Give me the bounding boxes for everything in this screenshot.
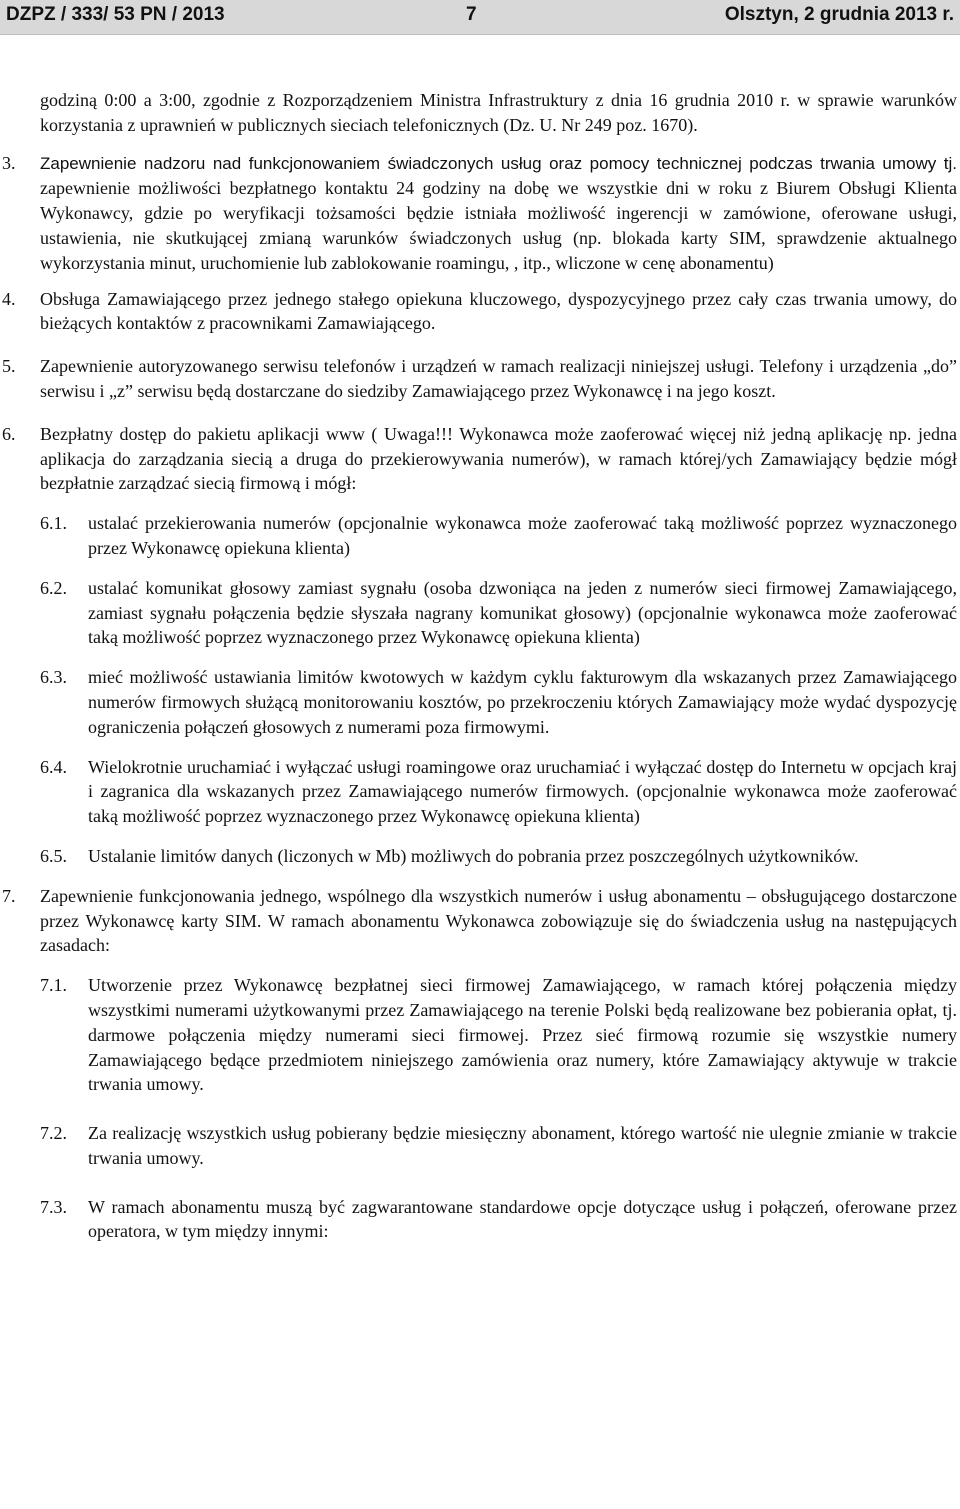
sub-item-6-4 <box>40 755 957 829</box>
item-number: 3. <box>2 152 16 173</box>
item-3-text: zapewnienie możliwości bezpłatnego kontaktu 24 godziny na dobę we wszystkie dni w roku z Biurem Obsługi Klienta Wykonawcy, gdzie po weryfikacji tożsamości będzie istniała możliwość ingerencji w zamówione, oferowane usługi, ustawienia, nie skutkującej zmianą warunków świadczonych usług (np. blokada karty SIM, sprawdzenie aktualnego wykorzystania minut, uruchomienie lub zablokowanie roamingu, , itp., wliczone w cenę abonamentu) <box>40 178 957 273</box>
sub-item-number: 6.3. <box>40 667 67 688</box>
item-5-text: Zapewnienie autoryzowanego serwisu telefonów i urządzeń w ramach realizacji niniejszej usługi. Telefony i urządzenia „do” serwisu i „z” serwisu będą dostarczane do siedziby Zamawiającego przez Wykonawcę i na jego koszt. <box>40 356 957 401</box>
item-4-text: Obsługa Zamawiającego przez jednego stałego opiekuna kluczowego, dyspozycyjnego przez cały czas trwania umowy, do bieżących kontaktów z pracownikami Zamawiającego. <box>40 288 957 334</box>
item-number: 4. <box>2 288 16 309</box>
item-7-text: Zapewnienie funkcjonowania jednego, wspólnego dla wszystkich numerów i usług abonamentu – obsługującego dostarczone przez Wykonawcę karty SIM. W ramach abonamentu Wykonawca zobowiązuje się do świadczenia usług na następujących zasadach: <box>40 885 957 956</box>
sub-item-7-2 <box>40 1121 957 1171</box>
sub-item-number: 6.5. <box>40 845 67 866</box>
sub-item-6-5 <box>40 844 957 869</box>
sub-item-number: 6.1. <box>40 513 67 534</box>
sub-item-text: W ramach abonamentu muszą być zagwarantowane standardowe opcje dotyczące usług i połączeń, oferowane przez operatora, w tym między innymi: <box>88 1196 957 1242</box>
document-date: Olsztyn, 2 grudnia 2013 r. <box>724 4 954 25</box>
sub-item-text: Wielokrotnie uruchamiać i wyłączać usługi roamingowe oraz uruchamiać i wyłączać dostęp do Internetu w opcjach kraj i zagranica dla wskazanych przez Zamawiającego numerów firmowych. (opcjonalnie wykonawca może zaoferować taką możliwość poprzez wyznaczonego przez Wykonawcę opiekuna klienta) <box>88 756 957 827</box>
sub-item-number: 6.4. <box>40 756 67 777</box>
sub-item-number: 7.3. <box>40 1196 67 1217</box>
sub-item-text: ustalać przekierowania numerów (opcjonalnie wykonawca może zaoferować taką możliwość poprzez wyznaczonego przez Wykonawcę opiekuna klienta) <box>88 513 957 558</box>
item-6-text: Bezpłatny dostęp do pakietu aplikacji www ( Uwaga!!! Wykonawca może zaoferować więcej niż jedną aplikację np. jedna aplikacja do zarządzania siecią a druga do przekierowywania numerów), w ramach której/ych Zamawiający będzie mógł bezpłatnie zarządzać siecią firmową i mógł: <box>40 423 957 494</box>
item-number: 5. <box>2 356 16 377</box>
sub-item-text: mieć możliwość ustawiania limitów kwotowych w każdym cyklu fakturowym dla wskazanych przez Zamawiającego numerów firmowych służącą monitorowaniu kosztów, po przekroczeniu których Zamawiający może wydać dyspozycję ograniczenia połączeń głosowych z numerami poza firmowymi. <box>88 667 957 737</box>
item-number: 7. <box>2 885 16 906</box>
sub-item-6-3 <box>40 665 957 739</box>
sub-item-text: ustalać komunikat głosowy zamiast sygnału (osoba dzwoniąca na jeden z numerów sieci firmowej Zamawiającego, zamiast sygnału połączenia będzie słyszała nagrany komunikat głosowy) (opcjonalnie wykonawca może zaoferować taką możliwość poprzez wyznaczonego przez Wykonawcę opiekuna klienta) <box>88 577 957 648</box>
intro-paragraph: godziną 0:00 a 3:00, zgodnie z Rozporządzeniem Ministra Infrastruktury z dnia 16 grudnia 2010 r. w sprawie warunków korzystania z uprawnień w publicznych sieciach telefonicznych (Dz. U. Nr 249 poz. 1670). <box>40 90 957 135</box>
sub-item-number: 7.1. <box>40 975 67 996</box>
sub-item-text: Utworzenie przez Wykonawcę bezpłatnej sieci firmowej Zamawiającego, w ramach której połączenia między wszystkimi numerami użytkowanymi przez Zamawiającego na terenie Polski będą realizowane bez pobierania opłat, tj. darmowe połączenia między numerami sieci firmowej. Przez sieć firmową rozumie się wszystkie numery Zamawiającego będące przedmiotem niniejszego zamówienia oraz numery, które Zamawiający aktywuje w trakcie trwania umowy. <box>88 975 957 1095</box>
sub-item-7-3 <box>40 1195 957 1245</box>
sub-item-text: Za realizację wszystkich usług pobierany będzie miesięczny abonament, którego wartość nie ulegnie zmianie w trakcie trwania umowy. <box>88 1123 957 1168</box>
document-reference: DZPZ / 333/ 53 PN / 2013 <box>6 4 225 25</box>
item-3-heading: Zapewnienie nadzoru nad funkcjonowaniem świadczonych usług oraz pomocy technicznej podczas trwania umowy tj. <box>40 153 957 173</box>
sub-item-6-1 <box>40 511 957 561</box>
sub-item-text: Ustalanie limitów danych (liczonych w Mb) możliwych do pobrania przez poszczególnych użytkowników. <box>88 845 859 866</box>
sub-item-number: 7.2. <box>40 1123 67 1144</box>
sub-item-6-2 <box>40 576 957 650</box>
sub-item-7-1 <box>40 973 957 1097</box>
list-item-5 <box>2 354 957 404</box>
document-body <box>2 88 957 1244</box>
list-item-3 <box>2 151 957 276</box>
sub-item-number: 6.2. <box>40 577 67 598</box>
list-item-7 <box>2 884 957 1245</box>
list-item-6 <box>2 422 957 869</box>
page-header <box>0 0 960 35</box>
list-item-4 <box>2 287 957 337</box>
page-number: 7 <box>466 4 477 25</box>
item-number: 6. <box>2 423 16 444</box>
